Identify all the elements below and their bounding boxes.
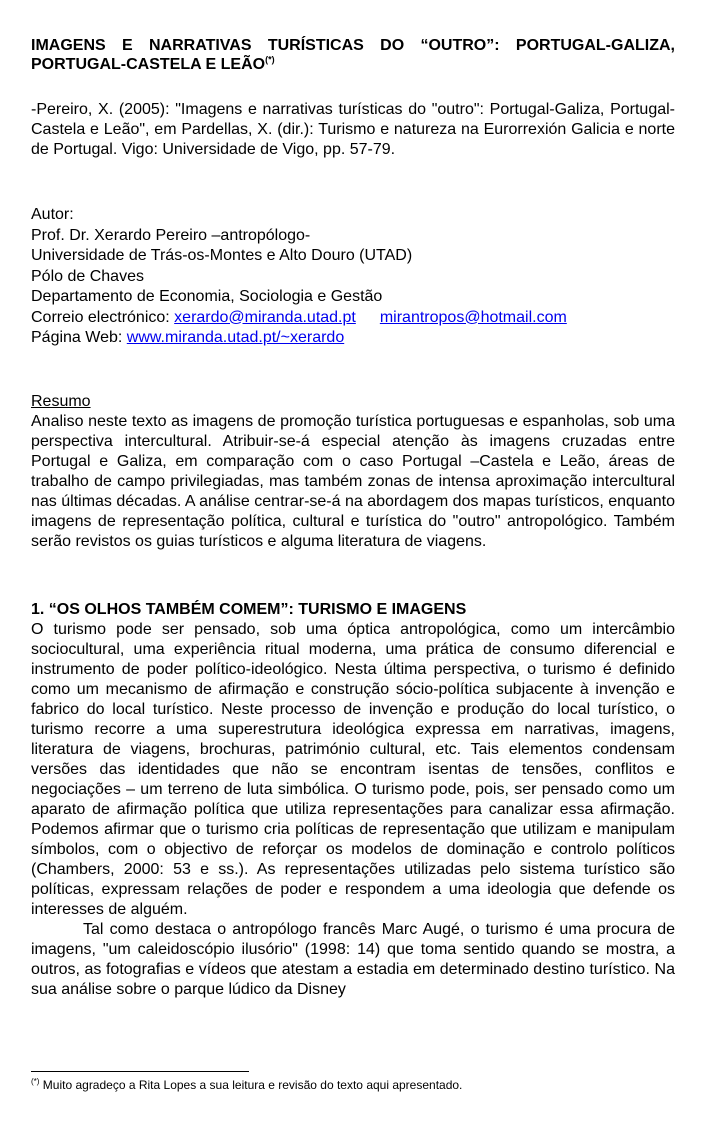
abstract-text: Analiso neste texto as imagens de promoção turística portuguesas e espanholas, sob uma perspectiva intercultural. Atribuir-se-á especial atenção às imagens cruzadas entre Portugal e Galiza, em comparação com o caso Portugal –Castela e Leão, áreas de trabalho de campo privilegiadas, mas também zonas de intensa aproximação intercultural nas últimas décadas. A análise centrar-se-á na abordagem dos mapas turísticos, enquanto imagens de representação política, cultural e turística do "outro" antropológico. Também serão revistos os guias turísticos e alguma literatura de viagens. <box>31 413 675 550</box>
author-department: Departamento de Economia, Sociologia e Gestão <box>31 288 383 305</box>
author-web-line <box>31 328 675 349</box>
footnote-text: Muito agradeço a Rita Lopes a sua leitura e revisão do texto aqui apresentado. <box>39 1078 463 1092</box>
section-1-heading: 1. “OS OLHOS TAMBÉM COMEM”: TURISMO E IMAGENS <box>31 601 467 618</box>
citation-reference: -Pereiro, X. (2005): "Imagens e narrativas turísticas do "outro": Portugal-Galiza, Portugal-Castela e Leão", em Pardellas, X. (dir.): Turismo e natureza na Eurorrexión Galicia e norte de Portugal. Vigo: Universidade de Vigo, pp. 57-79. <box>31 101 675 158</box>
web-label: Página Web: <box>31 329 127 346</box>
abstract-section <box>31 392 675 552</box>
web-page-link[interactable]: www.miranda.utad.pt/~xerardo <box>126 329 345 346</box>
title-footnote-marker[interactable]: (*) <box>265 54 275 65</box>
title-text: IMAGENS E NARRATIVAS TURÍSTICAS DO “OUTRO”: PORTUGAL-GALIZA, PORTUGAL-CASTELA E LEÃO <box>31 37 675 73</box>
footnote-separator <box>31 1071 249 1072</box>
section-1-paragraph-1: O turismo pode ser pensado, sob uma óptica antropológica, como um intercâmbio sociocultural, uma experiência ritual moderna, uma prática de consumo diferencial e instrumento de poder político-ideológico. Nesta última perspectiva, o turismo é definido como um mecanismo de afirmação e construção sócio-política subjacente à invenção e fabrico do local turístico. Neste processo de invenção e produção do local turístico, o turismo recorre a uma superestrutura ideológica expressa em narrativas, imagens, literatura de viagens, brochuras, património cultural, etc. Tais elementos condensam versões das identidades que não se encontram isentas de tensões, conflitos e negociações – um terreno de luta simbólica. O turismo pode, pois, ser pensado como um aparato de afirmação política que utiliza representações para canalizar essa afirmação. Podemos afirmar que o turismo cria políticas de representação que utilizam e manipulam símbolos, com o objectivo de reforçar os modelos de dominação e controlo políticos (Chambers, 2000: 53 e ss.). As representações utilizadas pelo sistema turístico são políticas, expressam relações de poder e respondem a uma ideologia que defende os interesses de alguém. <box>31 621 675 918</box>
footnote <box>31 1078 675 1093</box>
author-university: Universidade de Trás-os-Montes e Alto Douro (UTAD) <box>31 247 413 264</box>
author-email-line <box>31 308 675 329</box>
author-block <box>31 205 675 349</box>
abstract-heading: Resumo <box>31 393 91 410</box>
document-title <box>31 36 675 74</box>
email-label: Correio electrónico: <box>31 308 175 326</box>
author-name: Prof. Dr. Xerardo Pereiro –antropólogo- <box>31 226 311 244</box>
author-label: Autor: <box>31 206 74 223</box>
author-campus: Pólo de Chaves <box>31 267 144 285</box>
email-link-utad[interactable]: xerardo@miranda.utad.pt <box>174 308 356 326</box>
section-1-paragraph-2: Tal como destaca o antropólogo francês Marc Augé, o turismo é uma procura de imagens, "um caleidoscópio ilusório" (1998: 14) que toma sentido quando se mostra, a outros, as fotografias e vídeos que atestam a estadia em determinado destino turístico. Na sua análise sobre o parque lúdico da Disney <box>31 921 675 998</box>
section-1 <box>31 600 675 1000</box>
footnote-marker: (*) <box>31 1077 40 1086</box>
email-link-hotmail[interactable]: mirantropos@hotmail.com <box>379 308 567 326</box>
